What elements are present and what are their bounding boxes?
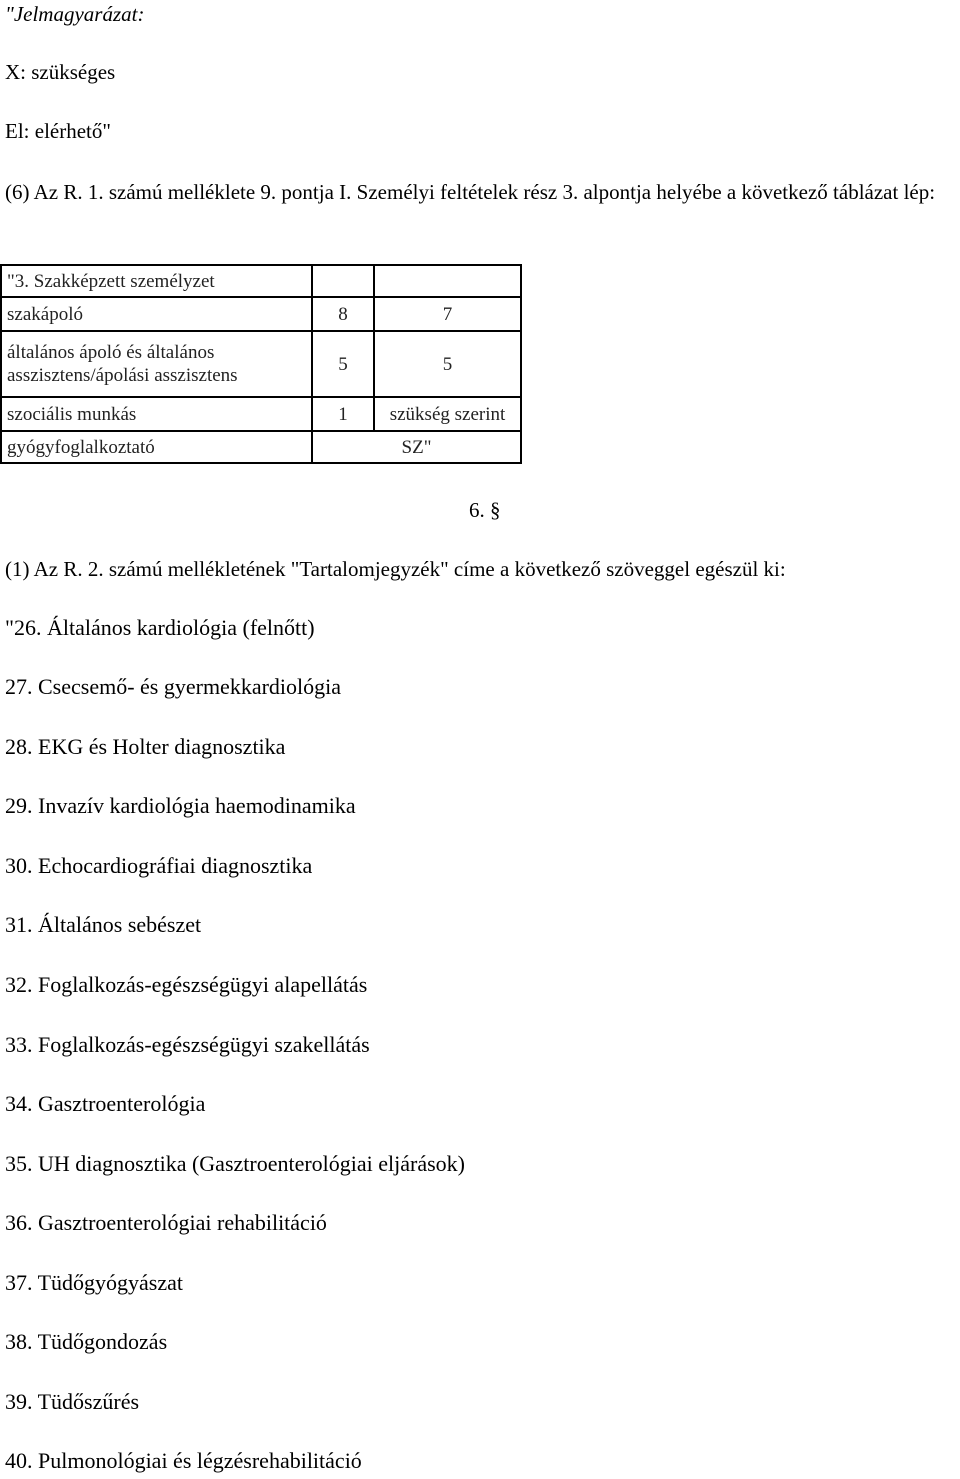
list-item: 39. Tüdőszűrés bbox=[5, 1389, 140, 1414]
section-paragraph-1: (1) Az R. 2. számú mellékletének "Tartalomjegyzék" címe a következő szöveggel egészül ki: bbox=[5, 557, 786, 581]
section-number: 6. § bbox=[469, 498, 501, 522]
list-item: 29. Invazív kardiológia haemodinamika bbox=[5, 793, 356, 818]
list-item: 27. Csecsemő- és gyermekkardiológia bbox=[5, 674, 342, 699]
table-row bbox=[1, 431, 521, 463]
list-item: 35. UH diagnosztika (Gasztroenterológiai eljárások) bbox=[5, 1151, 466, 1176]
list-item: 34. Gasztroenterológia bbox=[5, 1091, 206, 1116]
legend-el-line: El: elérhető" bbox=[5, 119, 111, 143]
table-value-cell: 5 bbox=[374, 331, 521, 397]
table-row-label: általános ápoló és általános asszisztens/ápolási asszisztens bbox=[1, 331, 312, 397]
list-item: 36. Gasztroenterológiai rehabilitáció bbox=[5, 1210, 327, 1235]
table-value-cell: 5 bbox=[312, 331, 374, 397]
table-empty-cell bbox=[374, 265, 521, 297]
list-item: 38. Tüdőgondozás bbox=[5, 1329, 168, 1354]
table-row-label: szakápoló bbox=[1, 297, 312, 331]
table-value-cell: 8 bbox=[312, 297, 374, 331]
table-empty-cell bbox=[312, 265, 374, 297]
table-row bbox=[1, 297, 521, 331]
table-row-label: szociális munkás bbox=[1, 397, 312, 431]
legend-x-line: X: szükséges bbox=[5, 60, 116, 84]
table-value-cell: 1 bbox=[312, 397, 374, 431]
list-item: "26. Általános kardiológia (felnőtt) bbox=[5, 615, 315, 640]
staff-table bbox=[0, 264, 522, 464]
legend-title: "Jelmagyarázat: bbox=[5, 2, 145, 26]
list-item: 33. Foglalkozás-egészségügyi szakellátás bbox=[5, 1032, 370, 1057]
table-header-cell: "3. Szakképzett személyzet bbox=[1, 265, 312, 297]
table-value-cell: 7 bbox=[374, 297, 521, 331]
table-row-label: gyógyfoglalkoztató bbox=[1, 431, 312, 463]
list-item: 30. Echocardiográfiai diagnosztika bbox=[5, 853, 313, 878]
list-item: 37. Tüdőgyógyászat bbox=[5, 1270, 184, 1295]
paragraph-6: (6) Az R. 1. számú melléklete 9. pontja I. Személyi feltételek rész 3. alpontja helyébe a következő táblázat lép: bbox=[5, 180, 936, 204]
list-item: 32. Foglalkozás-egészségügyi alapellátás bbox=[5, 972, 368, 997]
table-merged-value-cell: SZ" bbox=[312, 431, 521, 463]
list-item: 28. EKG és Holter diagnosztika bbox=[5, 734, 286, 759]
table-row bbox=[1, 331, 521, 397]
list-item: 40. Pulmonológiai és légzésrehabilitáció bbox=[5, 1448, 362, 1473]
list-item: 31. Általános sebészet bbox=[5, 912, 202, 937]
table-value-cell: szükség szerint bbox=[374, 397, 521, 431]
table-row bbox=[1, 397, 521, 431]
